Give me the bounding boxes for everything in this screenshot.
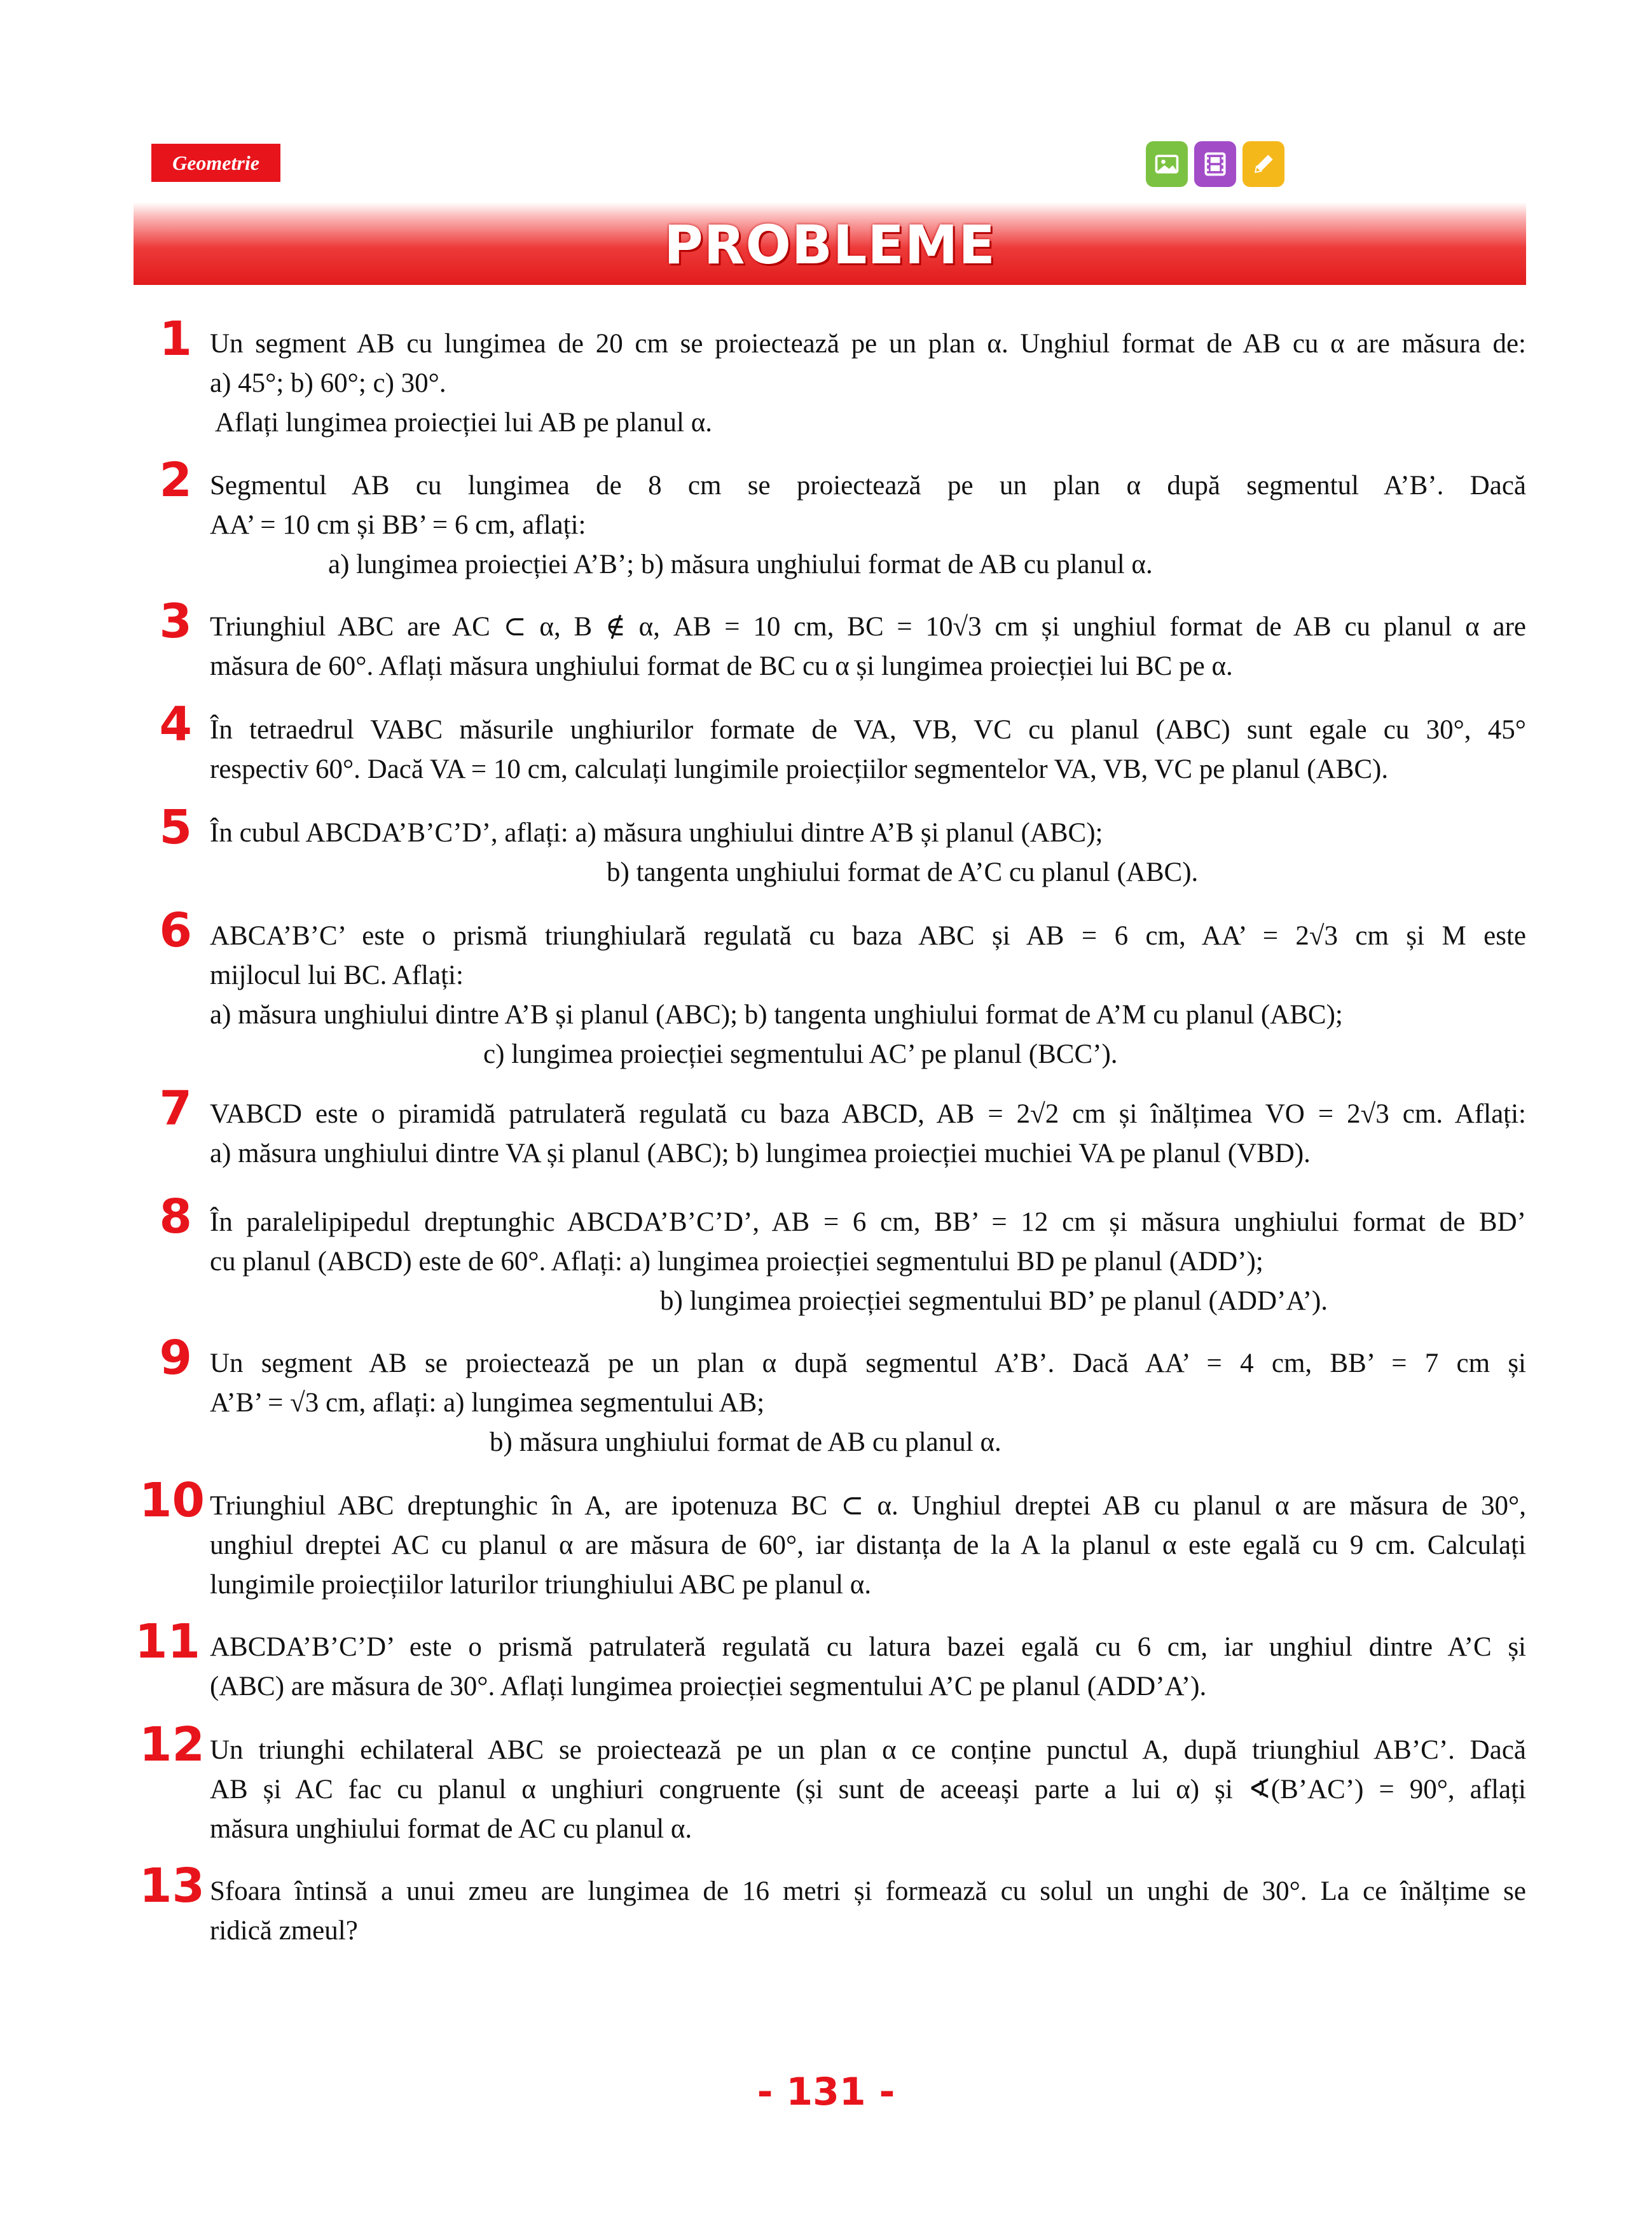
problem-number: 4 (159, 697, 192, 752)
problem-line: Sfoara întinsă a unui zmeu are lungimea de 16 metri și formează cu solul un unghi de 30°. La ce înălțime se (210, 1876, 1526, 1906)
problem-line: a) lungimea proiecției A’B’; b) măsura unghiului format de AB cu planul α. (328, 550, 1153, 579)
section-tag: Geometrie (151, 144, 280, 182)
problem-line: Triunghiul ABC are AC ⊂ α, B ∉ α, AB = 10 cm, BC = 10√3 cm și unghiul format de AB cu planul α are (210, 612, 1526, 642)
problem-line: În paralelipipedul dreptunghic ABCDA’B’C’D’, AB = 6 cm, BB’ = 12 cm și măsura unghiului format de BD’ (210, 1207, 1526, 1237)
problem-line: Un segment AB cu lungimea de 20 cm se proiectează pe un plan α. Unghiul format de AB cu α are măsura de: (210, 329, 1526, 359)
title-banner (134, 202, 1526, 285)
problem-3 (210, 607, 1526, 686)
problem-11 (210, 1628, 1526, 1707)
problem-number: 6 (159, 903, 192, 958)
problem-line: unghiul dreptei AC cu planul α are măsura de 60°, iar distanța de la A la planul α este egală cu 9 cm. Calculați (210, 1530, 1526, 1560)
problem-number: 11 (135, 1614, 200, 1669)
image-icon[interactable] (1146, 141, 1188, 187)
problem-line: În tetraedrul VABC măsurile unghiurilor formate de VA, VB, VC cu planul (ABC) sunt egale cu 30°, 45° (210, 715, 1526, 745)
problem-line: măsura unghiului format de AC cu planul α. (210, 1814, 692, 1844)
problem-line: c) lungimea proiecției segmentului AC’ pe planul (BCC’). (483, 1039, 1118, 1069)
problem-line: Aflați lungimea proiecției lui AB pe planul α. (215, 408, 713, 438)
problem-line: b) lungimea proiecției segmentului BD’ pe planul (ADD’A’). (660, 1286, 1328, 1316)
problem-line: mijlocul lui BC. Aflați: (210, 960, 464, 990)
problem-line: (ABC) are măsura de 30°. Aflați lungimea proiecției segmentului A’C pe planul (ADD’A’). (210, 1672, 1207, 1701)
problem-13 (210, 1872, 1526, 1951)
problem-line: ridică zmeul? (210, 1916, 358, 1946)
problem-number: 9 (159, 1331, 192, 1385)
problem-line: a) măsura unghiului dintre VA și planul (ABC); b) lungimea proiecției muchiei VA pe planul (VBD). (210, 1139, 1311, 1168)
problem-number: 10 (139, 1473, 205, 1528)
problem-9 (210, 1344, 1526, 1462)
problem-4 (210, 710, 1526, 789)
problem-8 (210, 1203, 1526, 1321)
problem-line: măsura de 60°. Aflați măsura unghiului format de BC cu α și lungimea proiecției lui BC pe α. (210, 651, 1233, 681)
problem-line: Un segment AB se proiectează pe un plan α după segmentul A’B’. Dacă AA’ = 4 cm, BB’ = 7 cm și (210, 1348, 1526, 1378)
problem-line: AB și AC fac cu planul α unghiuri congruente (și sunt de aceeași parte a lui α) și ∢(B’AC’) = 90°, aflați (210, 1775, 1526, 1804)
problem-line: În cubul ABCDA’B’C’D’, aflați: a) măsura unghiului dintre A’B și planul (ABC); (210, 818, 1103, 848)
problem-7 (210, 1095, 1526, 1174)
problem-2 (210, 466, 1526, 585)
problem-10 (210, 1486, 1526, 1605)
problem-line: VABCD este o piramidă patrulateră regulată cu baza ABCD, AB = 2√2 cm și înălțimea VO = 2√3 cm. Aflați: (210, 1099, 1526, 1129)
problem-line: respectiv 60°. Dacă VA = 10 cm, calculați lungimile proiecțiilor segmentelor VA, VB, VC pe planul (ABC). (210, 754, 1389, 784)
problem-number: 3 (159, 594, 192, 649)
problem-number: 2 (159, 453, 192, 508)
problem-line: ABCA’B’C’ este o prismă triunghiulară regulată cu baza ABC și AB = 6 cm, AA’ = 2√3 cm și M este (210, 921, 1526, 951)
problem-12 (210, 1731, 1526, 1849)
problem-number: 12 (139, 1717, 205, 1772)
problem-line: ABCDA’B’C’D’ este o prismă patrulateră regulată cu latura bazei egală cu 6 cm, iar unghiul dintre A’C și (210, 1632, 1526, 1662)
problem-1 (210, 324, 1526, 443)
toolbar-icons (1146, 141, 1284, 187)
problem-line: a) 45°; b) 60°; c) 30°. (210, 368, 446, 398)
problem-line: lungimile proiecțiilor laturilor triunghiului ABC pe planul α. (210, 1570, 872, 1600)
problem-number: 5 (159, 800, 192, 855)
page-number: - 131 - (757, 2070, 895, 2114)
problem-line: Un triunghi echilateral ABC se proiectează pe un plan α ce conține punctul A, după triunghiul AB’C’. Dacă (210, 1735, 1526, 1765)
film-icon[interactable] (1194, 141, 1236, 187)
page-title: PROBLEME (664, 214, 996, 276)
problem-line: a) măsura unghiului dintre A’B și planul (ABC); b) tangenta unghiului format de A’M cu planul (ABC); (210, 1000, 1343, 1030)
problem-line: cu planul (ABCD) este de 60°. Aflați: a) lungimea proiecției segmentului BD pe planul (ADD’); (210, 1247, 1263, 1277)
problem-line: A’B’ = √3 cm, aflați: a) lungimea segmentului AB; (210, 1388, 765, 1418)
problem-line: b) măsura unghiului format de AB cu planul α. (490, 1427, 1002, 1457)
problem-line: Triunghiul ABC dreptunghic în A, are ipotenuza BC ⊂ α. Unghiul dreptei AB cu planul α are măsura de 30°, (210, 1491, 1526, 1521)
problem-number: 8 (159, 1189, 192, 1244)
problem-line: AA’ = 10 cm și BB’ = 6 cm, aflați: (210, 510, 586, 540)
problem-line: Segmentul AB cu lungimea de 8 cm se proiectează pe un plan α după segmentul A’B’. Dacă (210, 471, 1526, 501)
problem-number: 1 (159, 312, 192, 366)
problem-6 (210, 917, 1526, 1074)
problem-5 (210, 814, 1526, 892)
pencil-icon[interactable] (1242, 141, 1284, 187)
problem-line: b) tangenta unghiului format de A’C cu planul (ABC). (607, 857, 1199, 887)
problem-number: 13 (139, 1859, 205, 1913)
problem-number: 7 (159, 1081, 192, 1136)
